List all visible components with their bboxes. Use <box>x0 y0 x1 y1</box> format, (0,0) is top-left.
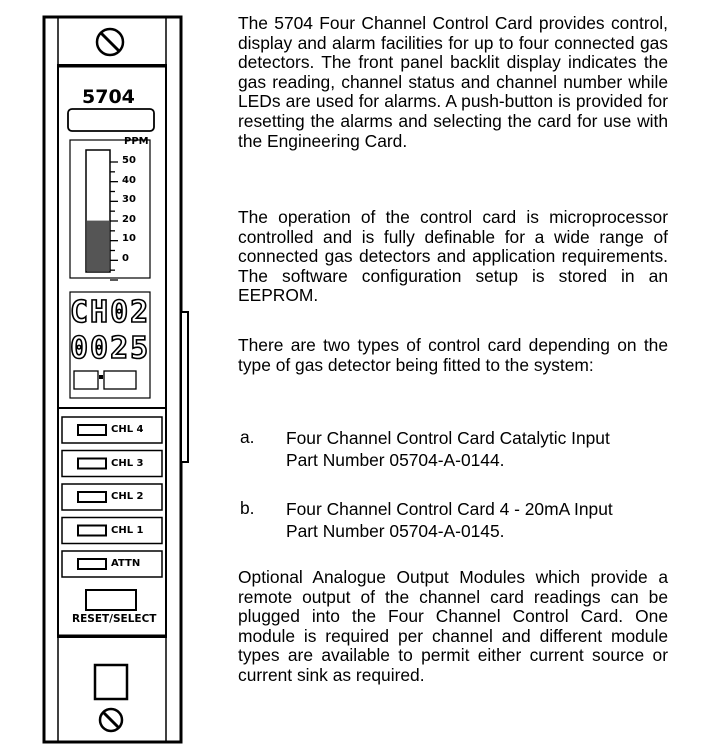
led-label: CHL 1 <box>111 524 144 536</box>
item-a-line2: Part Number 05704-A-0144. <box>286 450 505 470</box>
led-indicator <box>78 459 106 469</box>
led-label: CHL 3 <box>111 457 144 469</box>
display-channel: CH02 <box>70 295 151 330</box>
top-screw-icon <box>97 29 123 55</box>
intro-paragraph: The 5704 Four Channel Control Card provides control, display and alarm facilities for up to four connected gas detectors. The front panel backlit display indicates the gas reading, channel status and channel number while LEDs are used for alarms. A push-button is provided for resetting the alarms and selecting the card for use with the Engineering Card. <box>238 13 668 151</box>
reset-select-label: RESET/SELECT <box>72 613 157 625</box>
led-label: ATTN <box>111 558 141 569</box>
led-indicator <box>78 526 106 536</box>
item-a-letter: a. <box>240 427 255 447</box>
control-card-illustration <box>0 0 200 749</box>
scale-label: 0 <box>122 253 129 264</box>
led-label: CHL 2 <box>111 491 144 502</box>
reset-select-button[interactable] <box>86 590 136 610</box>
scale-label: 30 <box>122 194 136 206</box>
analogue-output-paragraph: Optional Analogue Output Modules which provide a remote output of the channel card readings can be plugged into the Four Channel Control Card. One module is required per channel and different module types are available to permit either current source or current sink as required. <box>238 567 668 685</box>
item-b-letter: b. <box>240 498 255 518</box>
scale-label: 40 <box>122 174 136 186</box>
operation-paragraph: The operation of the control card is microprocessor controlled and is fully definable for a wide range of connected gas detectors and application requirements. The software configuration setup is stored in an EEPROM. <box>238 207 668 306</box>
types-paragraph: There are two types of control card depending on the type of gas detector being fitted to the system: <box>238 335 668 375</box>
led-indicator <box>78 559 106 569</box>
led-indicator <box>78 492 106 502</box>
display-reading: 0025 <box>70 331 151 366</box>
bargraph-fill <box>87 221 109 271</box>
item-b <box>286 498 686 542</box>
led-indicator <box>78 425 106 435</box>
unit-label: PPM <box>124 136 149 147</box>
led-label: CHL 4 <box>111 424 144 435</box>
item-a-line1: Four Channel Control Card Catalytic Input <box>286 428 610 448</box>
scale-label: 10 <box>122 233 136 245</box>
bottom-screw-icon <box>100 709 122 731</box>
card-model-label: 5704 <box>82 86 135 108</box>
item-b-line2: Part Number 05704-A-0145. <box>286 521 505 541</box>
card-outline <box>0 0 200 749</box>
scale-label: 50 <box>122 155 136 166</box>
scale-label: 20 <box>122 213 136 225</box>
item-b-line1: Four Channel Control Card 4 - 20mA Input <box>286 499 613 519</box>
item-a <box>286 427 686 471</box>
